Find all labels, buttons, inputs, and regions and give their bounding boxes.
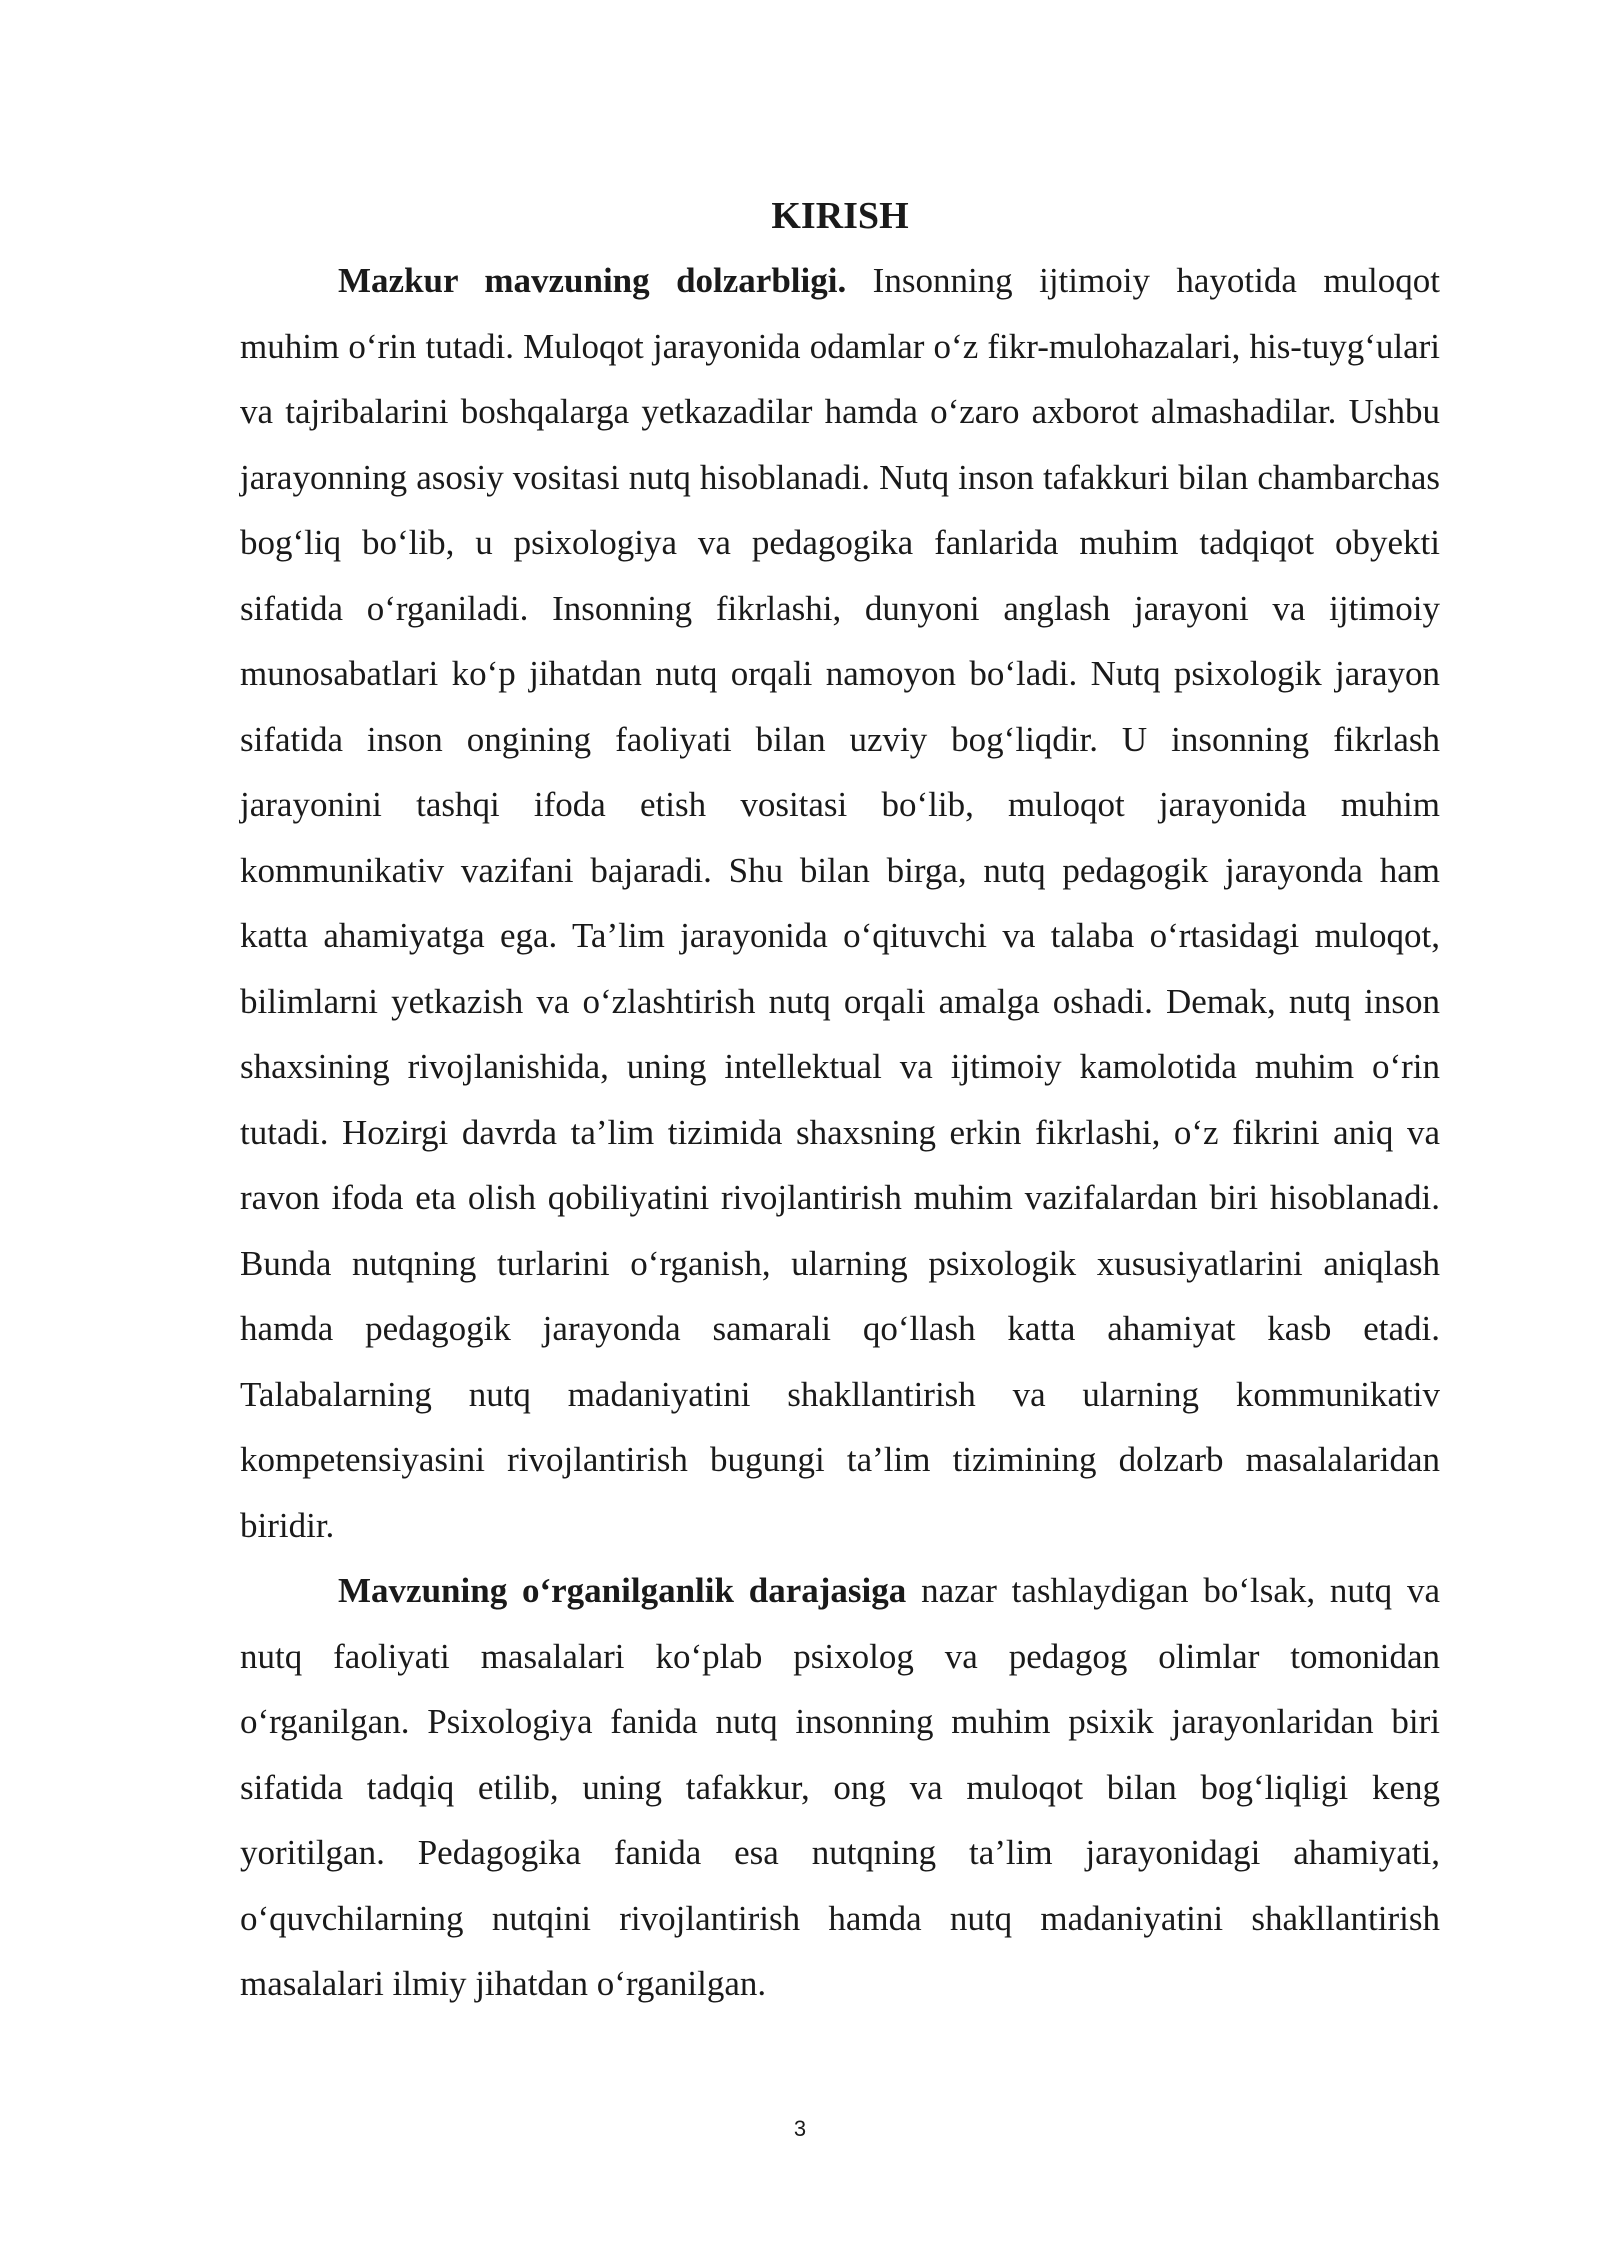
section-title: KIRISH [771,195,909,237]
paragraph-text: nazar tashlaydigan bo‘lsak, nutq va nutq faoliyati masalalari ko‘plab psixolog va pedagog olimlar tomonidan o‘rganilgan. Psixologiya fanida nutq insonning muhim psixik jarayonlaridan biri sifatida tadqiq etilib, uning tafakkur, ong va muloqot bilan bog‘liqligi keng yoritilgan. Pedagogika fanida esa nutqning ta’lim jarayonidagi ahamiyati, o‘quvchilarning nutqini rivojlantirish hamda nutq madaniyatini shakllantirish masalalari ilmiy jihatdan o‘rganilgan. [240,1571,1440,2003]
paragraph-lead: Mavzuning o‘rganilganlik darajasiga [338,1571,907,1610]
page-number: 3 [793,2116,807,2141]
paragraph-lead: Mazkur mavzuning dolzarbligi. [338,261,847,300]
paragraph-text: Insonning ijtimoiy hayotida muloqot muhim o‘rin tutadi. Muloqot jarayonida odamlar o‘z fikr-mulohazalari, his-tuyg‘ulari va tajribalarini boshqalarga yetkazadilar hamda o‘zaro axborot almashadilar. Ushbu jarayonning asosiy vositasi nutq hisoblanadi. Nutq inson tafakkuri bilan chambarchas bog‘liq bo‘lib, u psixologiya va pedagogika fanlarida muhim tadqiqot obyekti sifatida o‘rganiladi. Insonning fikrlashi, dunyoni anglash jarayoni va ijtimoiy munosabatlari ko‘p jihatdan nutq orqali namoyon bo‘ladi. Nutq psixologik jarayon sifatida inson ongining faoliyati bilan uzviy bog‘liqdir. U insonning fikrlash jarayonini tashqi ifoda etish vositasi bo‘lib, muloqot jarayonida muhim kommunikativ vazifani bajaradi. Shu bilan birga, nutq pedagogik jarayonda ham katta ahamiyatga ega. Ta’lim jarayonida o‘qituvchi va talaba o‘rtasidagi muloqot, bilimlarni yetkazish va o‘zlashtirish nutq orqali amalga oshadi. Demak, nutq inson shaxsining rivojlanishida, uning intellektual va ijtimoiy kamolotida muhim o‘rin tutadi. Hozirgi davrda ta’lim tizimida shaxsning erkin fikrlashi, o‘z fikrini aniq va ravon ifoda eta olish qobiliyatini rivojlantirish muhim vazifalardan biri hisoblanadi. Bunda nutqning turlarini o‘rganish, ularning psixologik xususiyatlarini aniqlash hamda pedagogik jarayonda samarali qo‘llash katta ahamiyat kasb etadi. Talabalarning nutq madaniyatini shakllantirish va ularning kommunikativ kompetensiyasini rivojlantirish bugungi ta’lim tizimining dolzarb masalalaridan biridir. [240,261,1440,1545]
paragraph-relevance [240,248,1440,1558]
paragraph-study-level [240,1558,1440,2017]
page-content [240,186,1440,2017]
